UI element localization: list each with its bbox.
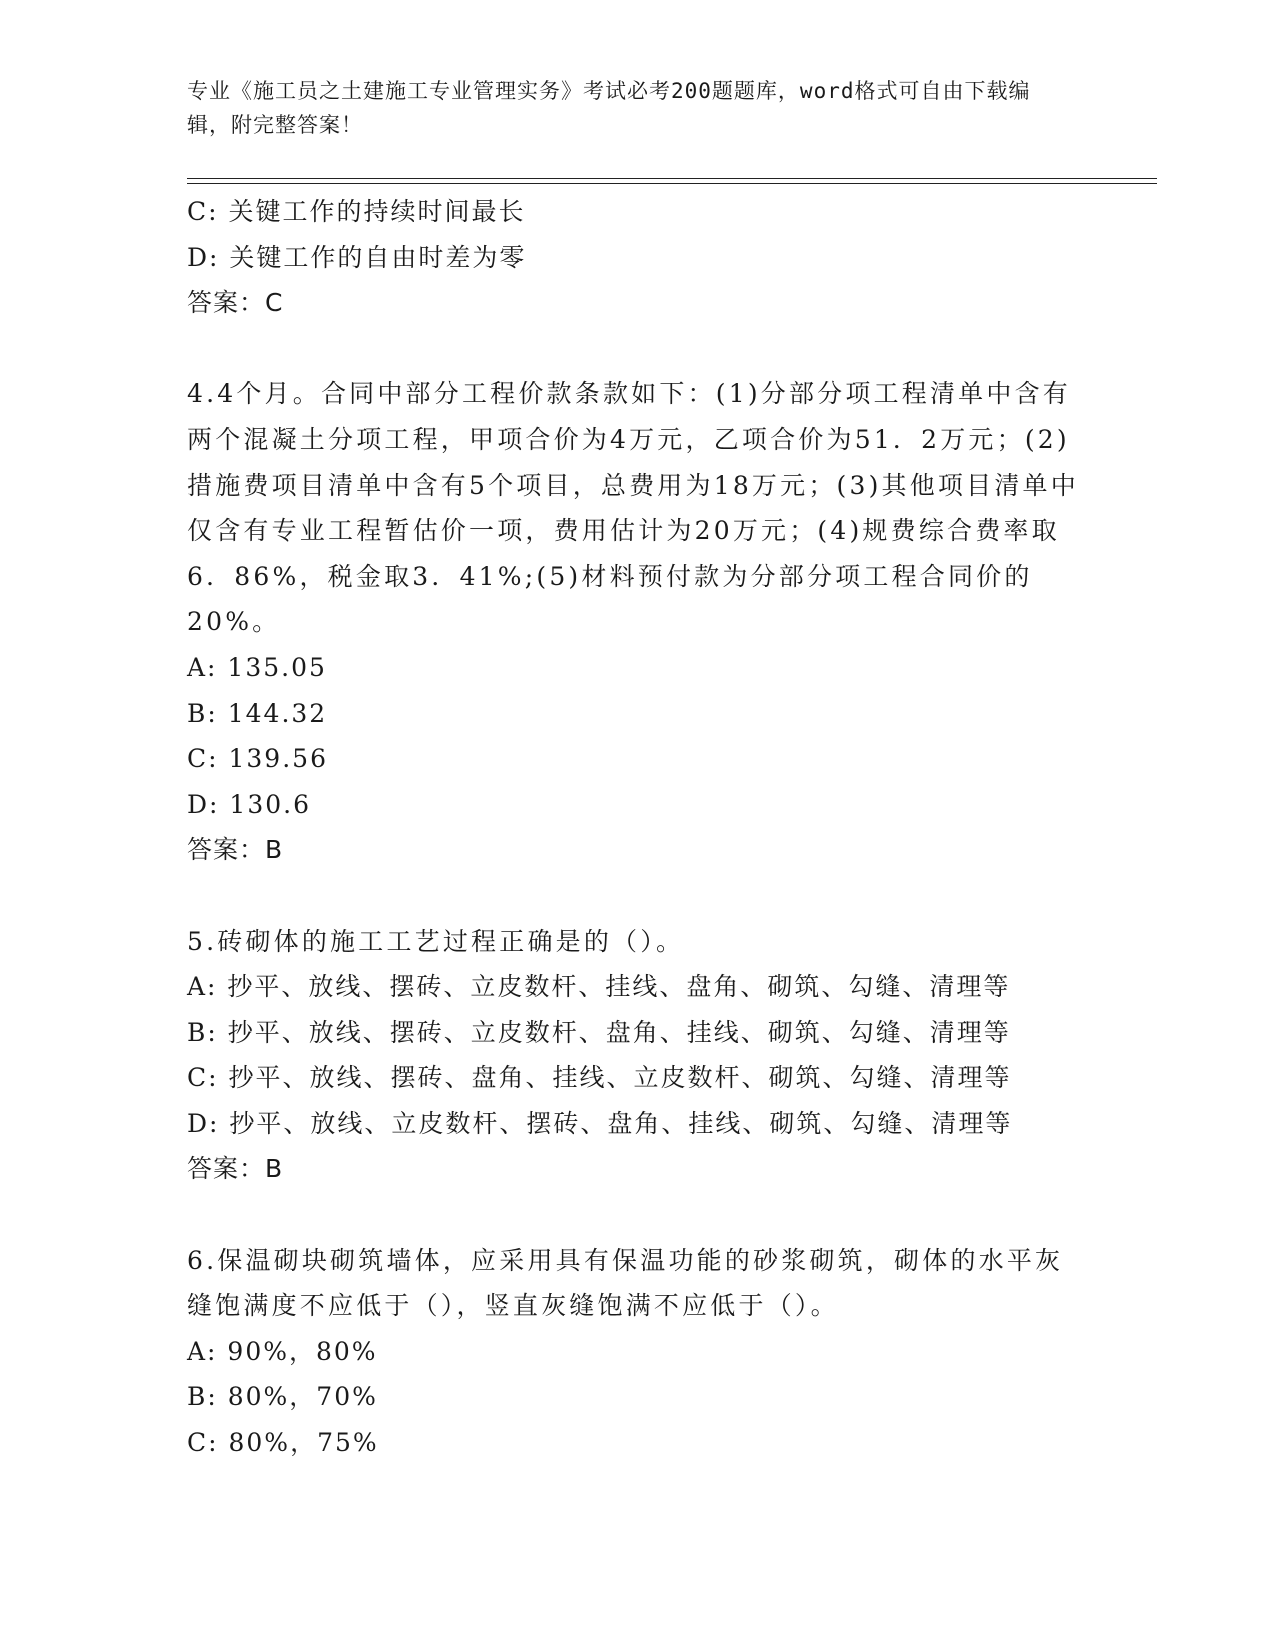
question-stem: 6.保温砌块砌筑墙体，应采用具有保温功能的砂浆砌筑，砌体的水平灰缝饱满度不应低于（），竖直灰缝饱满不应低于（）。 [187,1245,1064,1321]
question-list [187,189,1087,1466]
option-b: B: 80%，70% [187,1382,378,1412]
spacer [187,326,1087,372]
option-c: C: 80%，75% [187,1428,379,1458]
option-c: C: 关键工作的持续时间最长 [187,197,526,226]
question-4 [187,371,1087,873]
spacer [187,1192,1087,1238]
question-stem: 5.砖砌体的施工工艺过程正确是的（）。 [187,926,685,956]
option-c: C: 139.56 [187,744,328,774]
answer-line: 答案：C [187,288,284,318]
option-c: C: 抄平、放线、摆砖、盘角、挂线、立皮数杆、砌筑、勾缝、清理等 [187,1063,1012,1093]
header-rule-bottom [187,183,1157,184]
option-a: A: 135.05 [187,652,327,682]
question-6 [187,1238,1087,1466]
option-b: B: 144.32 [187,698,328,728]
question-5 [187,919,1087,1193]
option-a: A: 抄平、放线、摆砖、立皮数杆、挂线、盘角、砌筑、勾缝、清理等 [187,972,1011,1002]
option-d: D: 130.6 [187,789,311,819]
header-rule-top [187,178,1157,179]
document-header: 专业《施工员之土建施工专业管理实务》考试必考200题题库，word格式可自由下载编辑，附完整答案！ [187,79,1031,137]
option-d: D: 抄平、放线、立皮数杆、摆砖、盘角、挂线、砌筑、勾缝、清理等 [187,1108,1013,1138]
option-a: A: 90%，80% [187,1336,378,1366]
question-stem: 4.4个月。合同中部分工程价款条款如下：(1)分部分项工程清单中含有两个混凝土分项工程，甲项合价为4万元，乙项合价为51．2万元；(2)措施费项目清单中含有5个项目，总费用为18万元；(3)其他项目清单中仅含有专业工程暂估价一项，费用估计为20万元；(4)规费综合费率取6．86%，税金取3．41%;(5)材料预付款为分部分项工程合同价的20%。 [187,379,1079,637]
option-b: B: 抄平、放线、摆砖、立皮数杆、盘角、挂线、砌筑、勾缝、清理等 [187,1017,1011,1047]
question-3-continued [187,189,1087,326]
answer-line: 答案：B [187,1154,284,1184]
spacer [187,873,1087,919]
answer-line: 答案：B [187,835,284,865]
option-d: D: 关键工作的自由时差为零 [187,242,527,272]
